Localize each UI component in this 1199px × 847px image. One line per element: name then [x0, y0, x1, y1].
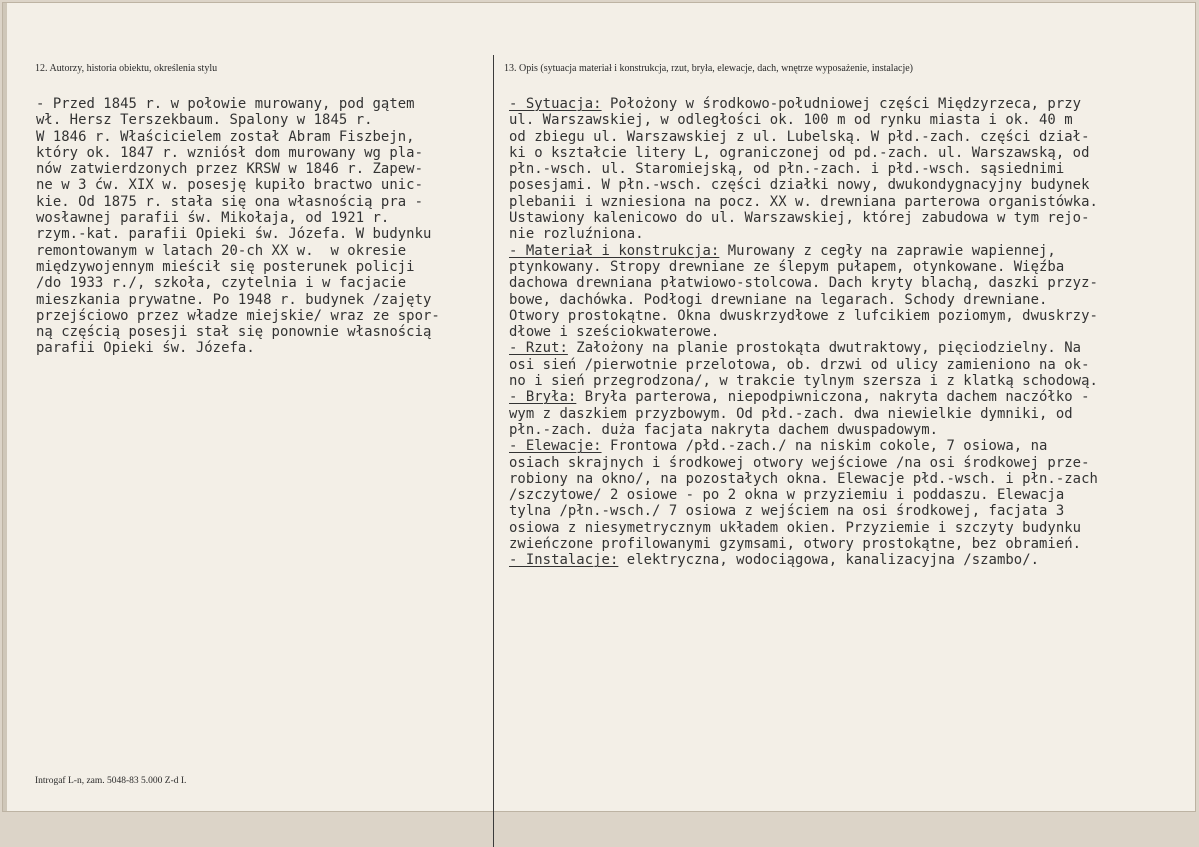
description-text: dłowe i sześciokwaterowe.	[509, 324, 720, 341]
description-line	[509, 422, 1098, 438]
description-line	[509, 438, 1098, 454]
description-text: ptynkowany. Stropy drewniane ze ślepym pułapem, otynkowane. Więźba	[509, 258, 1065, 275]
description-text: płn.-zach. duża facjata nakryta dachem dwuspadowym.	[509, 421, 939, 438]
description-text: posesjami. W płn.-wsch. części działki nowy, dwukondygnacyjny budynek	[509, 177, 1090, 194]
section-label: - Instalacje:	[509, 552, 619, 569]
history-line: rzym.-kat. parafii Opieki św. Józefa. W budynku	[36, 226, 432, 243]
history-line: nów zatwierdzonych przez KRSW w 1846 r. Zapew-	[36, 161, 423, 178]
description-text: robiony na okno/, na pozostałych okna. Elewacje płd.-wsch. i płn.-zach	[509, 470, 1098, 487]
description-line	[509, 210, 1098, 226]
description-line	[509, 145, 1098, 161]
description-line	[509, 373, 1098, 389]
description-text: zwieńczone profilowanymi gzymsami, otwory prostokątne, bez obramień.	[509, 536, 1082, 553]
history-line: międzywojennym mieścił się posterunek policji	[36, 258, 415, 275]
description-line	[509, 161, 1098, 177]
description-line	[509, 177, 1098, 193]
description-text-column	[509, 96, 1098, 569]
description-text: Frontowa /płd.-zach./ na niskim cokole, 7 osiowa, na	[601, 438, 1048, 455]
section-12-heading: 12. Autorzy, historia obiektu, określenia stylu	[35, 63, 218, 74]
description-text: bowe, dachówka. Podłogi drewniane na legarach. Schody drewniane.	[509, 291, 1048, 308]
description-line	[509, 243, 1098, 259]
description-text: wym z daszkiem przyzbowym. Od płd.-zach. dwa niewielkie dymniki, od	[509, 405, 1073, 422]
description-text: plebanii i wzniesiona na pocz. XX w. drewniana parterowa organistówka.	[509, 193, 1098, 210]
description-text: osiowa z niesymetrycznym układem okien. Przyziemie i szczyty budynku	[509, 519, 1082, 536]
history-line: przejściowo przez władze miejskie/ wraz ze spor-	[36, 307, 440, 324]
history-line: wosławnej parafii św. Mikołaja, od 1921 r.	[36, 210, 390, 227]
description-line	[509, 552, 1098, 568]
description-line	[509, 194, 1098, 210]
section-label: - Bryła:	[509, 389, 577, 406]
history-line: ne w 3 ćw. XIX w. posesję kupiło bractwo unic-	[36, 177, 423, 194]
history-line: który ok. 1847 r. wzniósł dom murowany wg pla-	[36, 144, 423, 161]
description-line	[509, 455, 1098, 471]
description-text: ul. Warszawskiej, w odległości ok. 100 m od rynku miasta i ok. 40 m	[509, 112, 1073, 129]
description-line	[509, 226, 1098, 242]
description-text: elektryczna, wodociągowa, kanalizacyjna /szambo/.	[618, 552, 1040, 569]
history-line: W 1846 r. Właścicielem został Abram Fiszbejn,	[36, 128, 415, 145]
description-text: nie rozluźniona.	[509, 226, 644, 243]
description-line	[509, 520, 1098, 536]
description-line	[509, 389, 1098, 405]
description-line	[509, 275, 1098, 291]
description-text: dachowa drewniana płatwiowo-stolcowa. Dach kryty blachą, daszki przyz-	[509, 275, 1098, 292]
column-divider	[493, 55, 494, 847]
description-text: Założony na planie prostokąta dwutraktowy, pięciodzielny. Na	[567, 340, 1082, 357]
description-line	[509, 112, 1098, 128]
description-line	[509, 308, 1098, 324]
description-line	[509, 471, 1098, 487]
description-line	[509, 357, 1098, 373]
description-line	[509, 536, 1098, 552]
description-text: płn.-wsch. ul. Staromiejską, od płn.-zach. i płd.-wsch. sąsiednimi	[509, 161, 1065, 178]
description-text: tylna /płn.-wsch./ 7 osiowa z wejściem na osi środkowej, facjata 3	[509, 503, 1065, 520]
history-line: ną częścią posesji stał się ponownie własnością	[36, 324, 432, 341]
history-line: remontowanym w latach 20-ch XX w. w okresie	[36, 242, 407, 259]
card-edge	[3, 3, 7, 811]
description-line	[509, 340, 1098, 356]
description-text: no i sień przegrodzona/, w trakcie tylnym szersza i z klatką schodową.	[509, 373, 1098, 390]
description-line	[509, 406, 1098, 422]
record-card	[2, 2, 1196, 812]
description-text: osi sień /pierwotnie przelotowa, ob. drzwi od ulicy zamieniono na ok-	[509, 356, 1090, 373]
section-label: - Rzut:	[509, 340, 568, 357]
description-text: Murowany z cegły na zaprawie wapiennej,	[719, 242, 1056, 259]
description-text: Bryła parterowa, niepodpiwniczona, nakryta dachem naczółko -	[576, 389, 1090, 406]
description-line	[509, 292, 1098, 308]
description-line	[509, 324, 1098, 340]
description-line	[509, 487, 1098, 503]
description-text: Otwory prostokątne. Okna dwuskrzydłowe z lufcikiem poziomym, dwuskrzy-	[509, 307, 1098, 324]
description-text: Ustawiony kalenicowo do ul. Warszawskiej, której zabudowa w tym rejo-	[509, 210, 1090, 227]
description-line	[509, 96, 1098, 112]
section-label: - Elewacje:	[509, 438, 602, 455]
history-line: wł. Hersz Terszekbaum. Spalony w 1845 r.	[36, 112, 373, 129]
history-line: - Przed 1845 r. w połowie murowany, pod gątem	[36, 96, 415, 112]
history-line: /do 1933 r./, szkoła, czytelnia i w facjacie	[36, 275, 407, 292]
description-text: od zbiegu ul. Warszawskiej z ul. Lubelską. W płd.-zach. części dział-	[509, 128, 1090, 145]
section-label: - Materiał i konstrukcja:	[509, 242, 720, 259]
description-line	[509, 129, 1098, 145]
description-line	[509, 259, 1098, 275]
history-line: parafii Opieki św. Józefa.	[36, 340, 255, 357]
description-text: osiach skrajnych i środkowej otwory wejściowe /na osi środkowej prze-	[509, 454, 1090, 471]
section-label: - Sytuacja:	[509, 96, 602, 112]
section-13-heading: 13. Opis (sytuacja materiał i konstrukcja, rzut, bryła, elewacje, dach, wnętrze wyposażenie, instalacje)	[504, 63, 913, 74]
history-text-column	[36, 96, 440, 357]
history-line: kie. Od 1875 r. stała się ona własnością pra -	[36, 193, 423, 210]
description-text: /szczytowe/ 2 osiowe - po 2 okna w przyziemiu i poddaszu. Elewacja	[509, 487, 1065, 504]
description-line	[509, 503, 1098, 519]
description-text: Położony w środkowo-południowej części Międzyrzeca, przy	[601, 96, 1082, 112]
printer-imprint: Introgaf L-n, zam. 5048-83 5.000 Z-d I.	[35, 776, 187, 786]
history-line: mieszkania prywatne. Po 1948 r. budynek /zajęty	[36, 291, 432, 308]
description-text: ki o kształcie litery L, ograniczonej od pd.-zach. ul. Warszawską, od	[509, 144, 1090, 161]
